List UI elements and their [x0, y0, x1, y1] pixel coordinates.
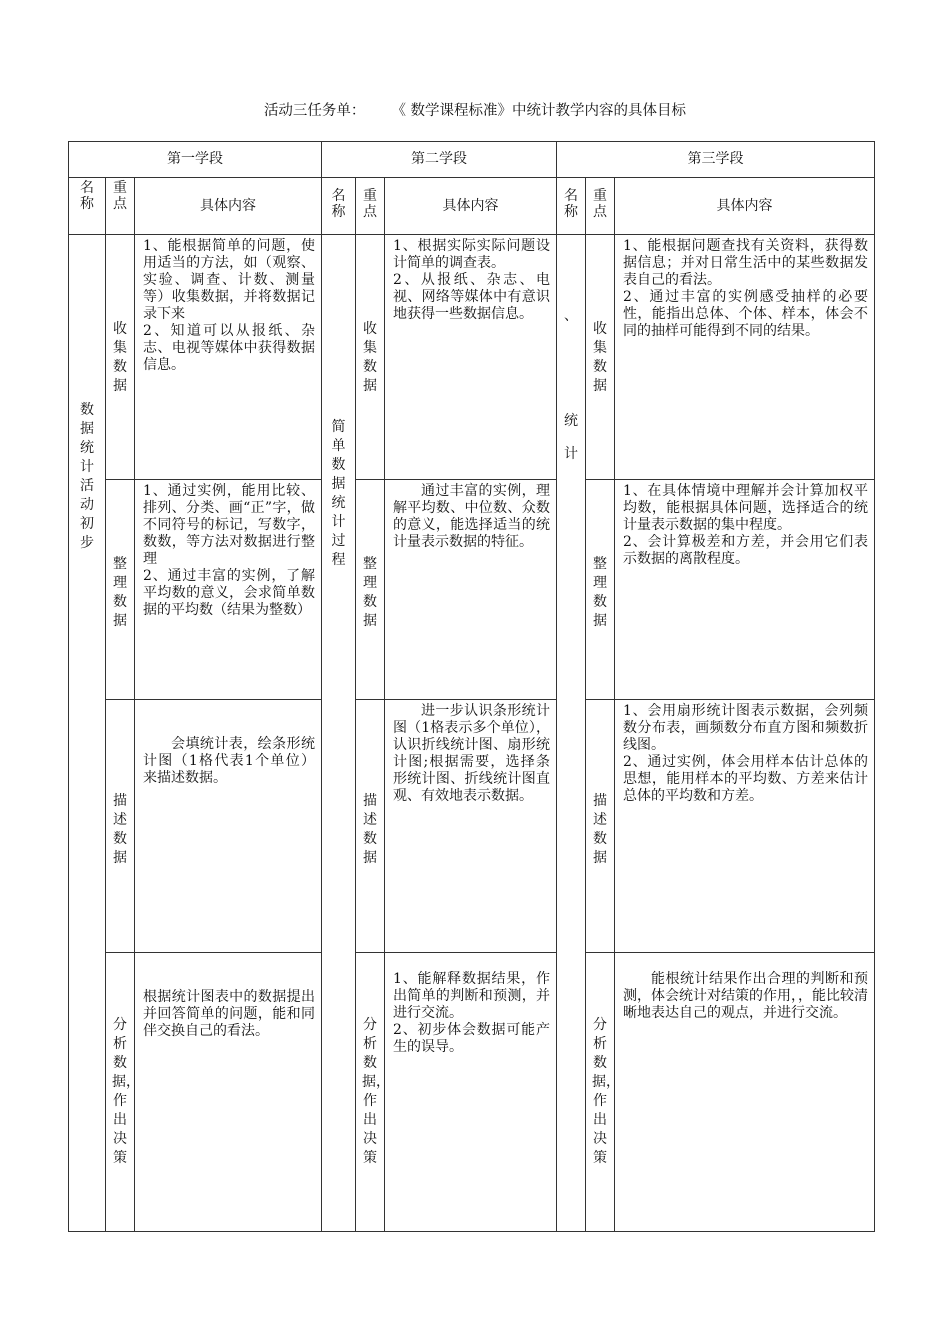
stage-3-content: 1、在具体情境中理解并会计算加权平均数，能根据具体问题，选择适合的统计量表示数据的集中程度。 2、会计算极差和方差，并会用它们表示数据的离散程度。 [615, 480, 875, 700]
column-header-row [69, 178, 875, 235]
stage-1-name: 数据统计活动初步 [69, 235, 106, 1232]
stage-2-focus: 整理数据 [356, 480, 385, 700]
stage-3-name: 、 统 计 [557, 235, 586, 1232]
title-main: 《 数学课程标准》中统计教学内容的具体目标 [391, 103, 687, 119]
stage-2-content: 进一步认识条形统计图（1格表示多个单位），认识折线统计图、扇形统计图;根据需要，选择条形统计图、折线统计图直观、有效地表示数据。 [385, 700, 557, 953]
table-row [69, 235, 875, 480]
stage-2-header: 第二学段 [322, 142, 557, 178]
page-title [0, 101, 950, 121]
stage-3-header: 第三学段 [557, 142, 875, 178]
stage-3-name-header: 名称 [557, 178, 586, 235]
stage-1-name-header: 名称 [69, 178, 106, 235]
stage-1-focus: 整理数据 [106, 480, 135, 700]
stage-3-content-header: 具体内容 [615, 178, 875, 235]
stage-1-content-header: 具体内容 [135, 178, 322, 235]
table-row [69, 480, 875, 700]
stage-2-focus-header: 重点 [356, 178, 385, 235]
stage-3-focus: 描述数据 [586, 700, 615, 953]
stage-3-focus: 整理数据 [586, 480, 615, 700]
stage-1-content: 1、通过实例，能用比较、排列、分类、画“正”字，做不同符号的标记，写数字，数数，等方法对数据进行整理 2、通过丰富的实例，了解平均数的意义，会求简单数据的平均数（结果为整数） [135, 480, 322, 700]
stage-2-name-header: 名称 [322, 178, 356, 235]
stage-2-content: 1、能解释数据结果，作出简单的判断和预测，并进行交流。 2、初步体会数据可能产生的误导。 [385, 953, 557, 1232]
stage-1-focus: 收集数据 [106, 235, 135, 480]
stage-2-content: 通过丰富的实例，理解平均数、中位数、众数的意义，能选择适当的统计量表示数据的特征。 [385, 480, 557, 700]
stage-3-focus-header: 重点 [586, 178, 615, 235]
stage-2-focus: 收集数据 [356, 235, 385, 480]
stage-1-focus: 描述数据 [106, 700, 135, 953]
title-prefix: 活动三任务单： [263, 103, 366, 119]
stage-1-content: 会填统计表，绘条形统计图（1格代表1个单位） 来描述数据。 [135, 700, 322, 953]
stage-3-focus: 分析数据，作出决策 [586, 953, 615, 1232]
statistics-goals-table [68, 141, 875, 1232]
stage-1-focus: 分析数据，作出决策 [106, 953, 135, 1232]
table-row [69, 700, 875, 953]
stage-2-focus: 分析数据，作出决策 [356, 953, 385, 1232]
stage-3-focus: 收集数据 [586, 235, 615, 480]
stage-1-content: 根据统计图表中的数据提出并回答简单的问题，能和同伴交换自己的看法。 [135, 953, 322, 1232]
stage-1-header: 第一学段 [69, 142, 322, 178]
stage-3-content: 1、能根据问题查找有关资料，获得数据信息；并对日常生活中的某些数据发表自己的看法。 2、通过丰富的实例感受抽样的必要性，能指出总体、个体、样本，体会不同的抽样可能得到不同的结果。 [615, 235, 875, 480]
stage-2-content-header: 具体内容 [385, 178, 557, 235]
stage-3-content: 1、会用扇形统计图表示数据，会列频数分布表，画频数分布直方图和频数折线图。 2、通过实例，体会用样本估计总体的思想，能用样本的平均数、方差来估计总体的平均数和方差。 [615, 700, 875, 953]
stage-3-content: 能根统计结果作出合理的判断和预测，体会统计对结策的作用，，能比较清晰地表达自己的观点，并进行交流。 [615, 953, 875, 1232]
stage-2-name: 简单数据统计过程 [322, 235, 356, 1232]
stage-1-content: 1、能根据简单的问题，使用适当的方法，如（观察、实验、调查、计数、测量等）收集数据，并将数据记录下来 2、知道可以从报纸、杂志、电视等媒体中获得数据信息。 [135, 235, 322, 480]
table-row [69, 953, 875, 1232]
stage-2-focus: 描述数据 [356, 700, 385, 953]
stage-header-row [69, 142, 875, 178]
stage-2-content: 1、根据实际实际问题设计简单的调查表。 2、从报纸、杂志、电视、网络等媒体中有意识地获得一些数据信息。 [385, 235, 557, 480]
stage-1-focus-header: 重点 [106, 178, 135, 235]
